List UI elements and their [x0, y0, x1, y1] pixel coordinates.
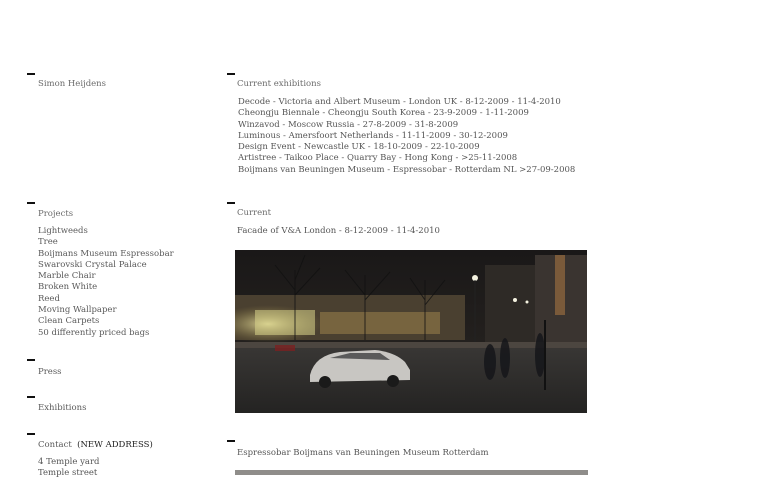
project-link-broken-white[interactable]: Broken White	[38, 282, 98, 293]
section-marker	[227, 73, 235, 75]
new-address-label: (NEW ADDRESS)	[77, 440, 153, 450]
section-marker	[27, 73, 35, 75]
exhibition-item: Winzavod - Moscow Russia - 27-8-2009 - 31-8-2009	[238, 119, 459, 130]
project-link-clean-carpets[interactable]: Clean Carpets	[38, 316, 100, 327]
exhibition-item: Artistree - Taikoo Place - Quarry Bay - Hong Kong - >25-11-2008	[238, 153, 518, 164]
espressobar-photo[interactable]	[235, 470, 588, 475]
project-link-lightweeds[interactable]: Lightweeds	[38, 226, 88, 236]
address-line: Temple street	[38, 468, 98, 479]
address-line: 4 Temple yard	[38, 457, 100, 467]
contact-link[interactable]: Contact	[38, 440, 72, 450]
projects-heading: Projects	[38, 209, 74, 219]
site-title: Simon Heijdens	[38, 79, 106, 89]
project-link-swarovski-crystal-palace[interactable]: Swarovski Crystal Palace	[38, 259, 147, 270]
exhibition-item: Decode - Victoria and Albert Museum - London UK - 8-12-2009 - 11-4-2010	[238, 97, 561, 107]
section-marker	[227, 440, 235, 442]
section-marker	[27, 433, 35, 435]
section-marker	[27, 202, 35, 204]
project-link-50-bags[interactable]: 50 differently priced bags	[38, 327, 150, 338]
contact-heading	[38, 440, 153, 451]
current-exhibitions-heading: Current exhibitions	[237, 79, 321, 89]
project-link-reed[interactable]: Reed	[38, 293, 60, 304]
espressobar-caption: Espressobar Boijmans van Beuningen Museum Rotterdam	[237, 448, 489, 458]
current-caption: Facade of V&A London - 8-12-2009 - 11-4-2010	[237, 226, 440, 236]
press-link[interactable]: Press	[38, 367, 62, 377]
va-facade-photo[interactable]	[235, 250, 587, 413]
section-marker	[27, 396, 35, 398]
exhibition-item: Cheongju Biennale - Cheongju South Korea - 23-9-2009 - 1-11-2009	[238, 108, 529, 119]
exhibition-item: Boijmans van Beuningen Museum - Espressobar - Rotterdam NL >27-09-2008	[238, 164, 576, 175]
project-link-moving-wallpaper[interactable]: Moving Wallpaper	[38, 305, 117, 316]
address-block	[38, 457, 99, 480]
section-marker	[27, 359, 35, 361]
projects-list	[38, 226, 174, 339]
section-marker	[227, 202, 235, 204]
exhibitions-list	[238, 97, 575, 176]
exhibitions-link[interactable]: Exhibitions	[38, 403, 87, 413]
project-link-marble-chair[interactable]: Marble Chair	[38, 271, 96, 282]
exhibition-item: Design Event - Newcastle UK - 18-10-2009 - 22-10-2009	[238, 142, 480, 153]
project-link-tree[interactable]: Tree	[38, 237, 58, 248]
exhibition-item: Luminous - Amersfoort Netherlands - 11-11-2009 - 30-12-2009	[238, 130, 508, 141]
current-heading: Current	[237, 208, 272, 218]
project-link-boijmans-espressobar[interactable]: Boijmans Museum Espressobar	[38, 248, 174, 259]
